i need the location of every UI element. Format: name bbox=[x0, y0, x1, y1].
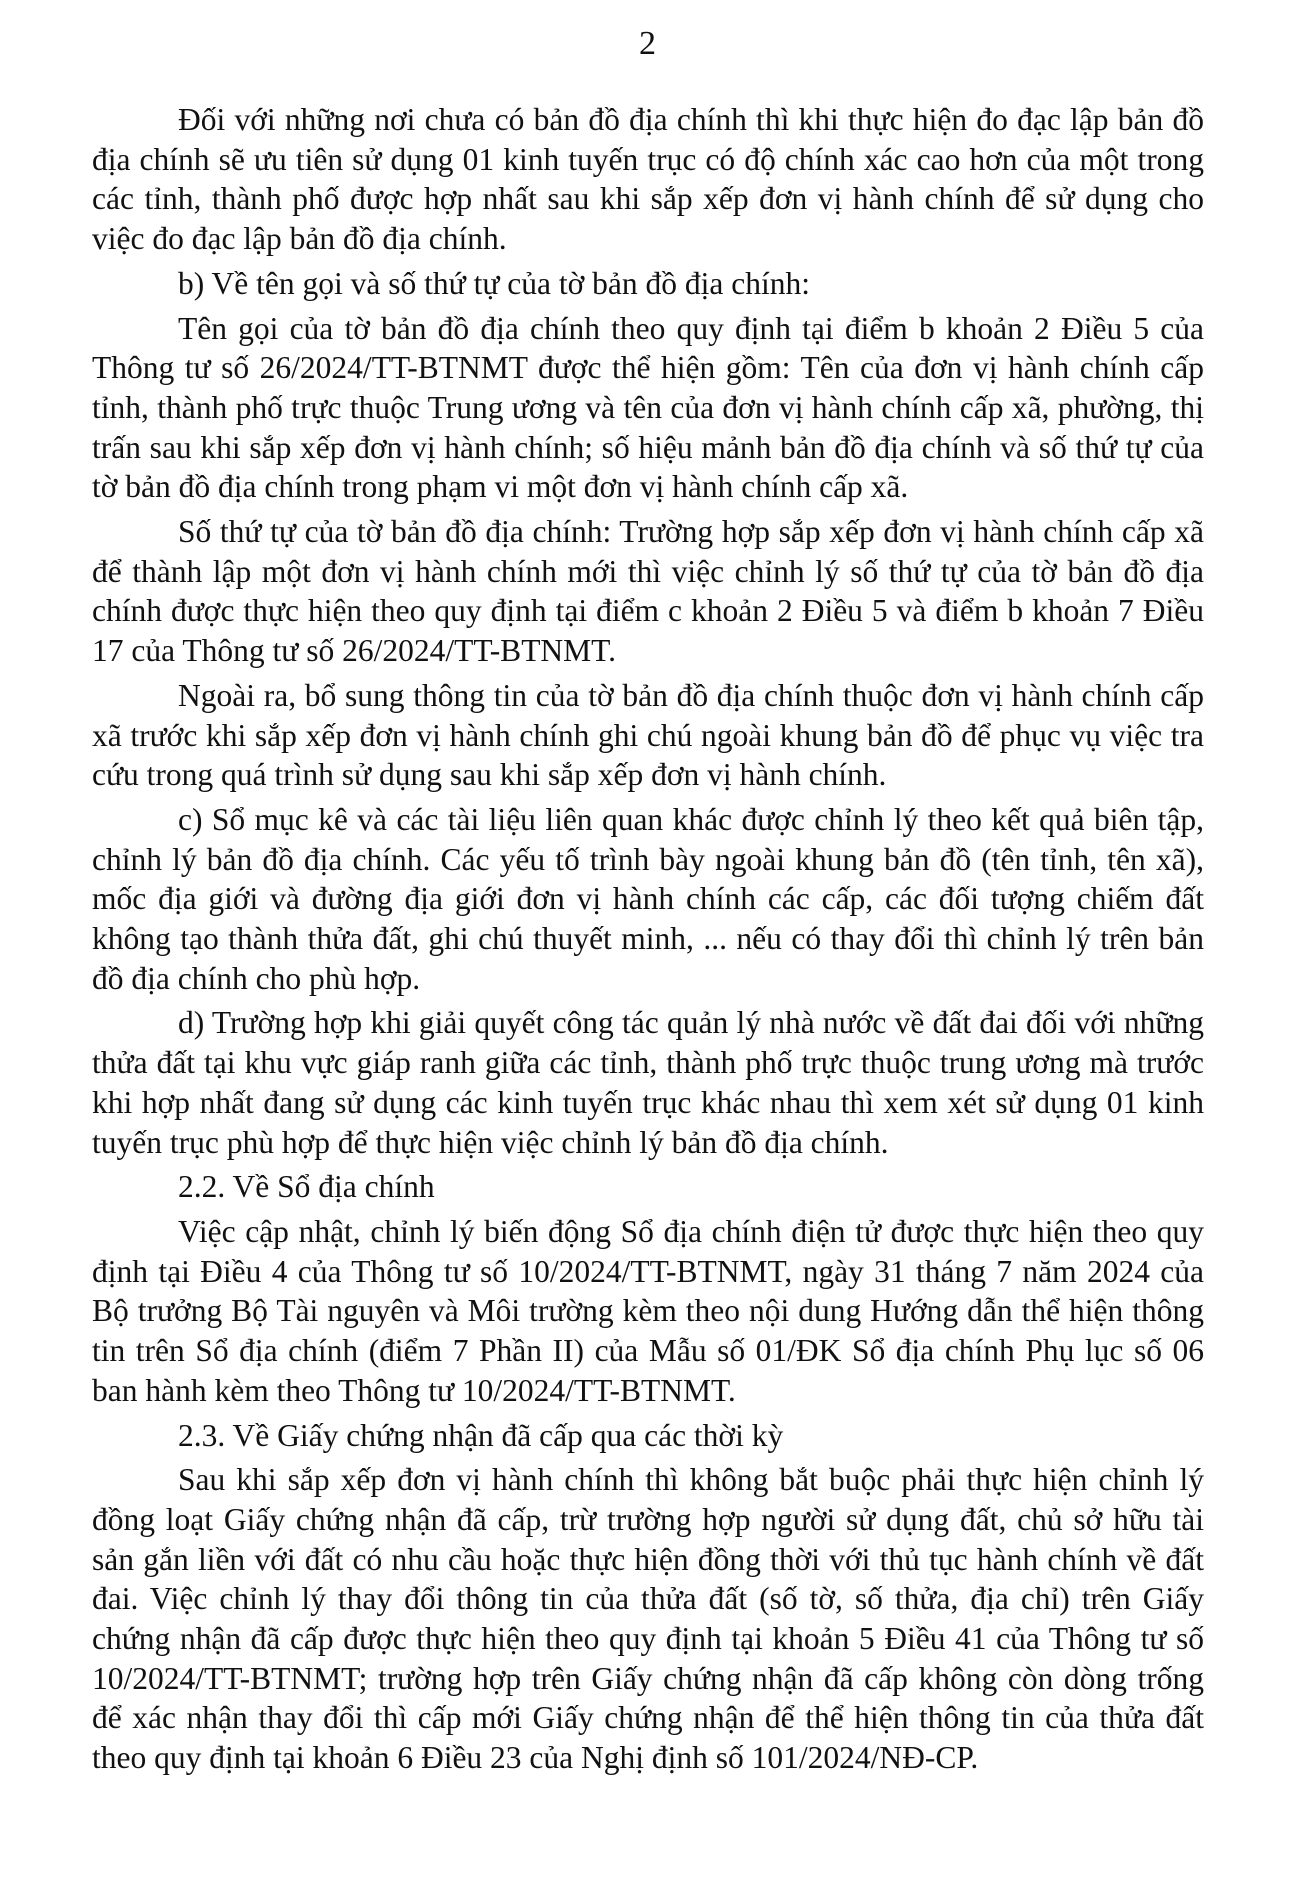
document-body bbox=[92, 100, 1204, 1783]
heading-b-map-sheet-naming: b) Về tên gọi và số thứ tự của tờ bản đồ địa chính: bbox=[178, 265, 810, 301]
heading-2-3-certificates: 2.3. Về Giấy chứng nhận đã cấp qua các thời kỳ bbox=[178, 1417, 784, 1453]
paragraph-c-land-register: c) Sổ mục kê và các tài liệu liên quan khác được chỉnh lý theo kết quả biên tập, chỉnh lý bản đồ địa chính. Các yếu tố trình bày ngoài khung bản đồ (tên tỉnh, tên xã), mốc địa giới và đường địa giới đơn vị hành chính các cấp, các đối tượng chiếm đất không tạo thành thửa đất, ghi chú thuyết minh, ... nếu có thay đổi thì chỉnh lý trên bản đồ địa chính cho phù hợp. bbox=[92, 801, 1204, 996]
paragraph-map-sheet-name: Tên gọi của tờ bản đồ địa chính theo quy định tại điểm b khoản 2 Điều 5 của Thông tư số 26/2024/TT-BTNMT được thể hiện gồm: Tên của đơn vị hành chính cấp tỉnh, thành phố trực thuộc Trung ương và tên của đơn vị hành chính cấp xã, phường, thị trấn sau khi sắp xếp đơn vị hành chính; số hiệu mảnh bản đồ địa chính và số thứ tự của tờ bản đồ địa chính trong phạm vi một đơn vị hành chính cấp xã. bbox=[92, 310, 1204, 505]
paragraph-d-border-parcels: d) Trường hợp khi giải quyết công tác quản lý nhà nước về đất đai đối với những thửa đất tại khu vực giáp ranh giữa các tỉnh, thành phố trực thuộc trung ương mà trước khi hợp nhất đang sử dụng các kinh tuyến trục khác nhau thì xem xét sử dụng 01 kinh tuyến trục phù hợp để thực hiện việc chỉnh lý bản đồ địa chính. bbox=[92, 1005, 1204, 1160]
page-number: 2 bbox=[639, 25, 656, 62]
paragraph-additional-info: Ngoài ra, bổ sung thông tin của tờ bản đồ địa chính thuộc đơn vị hành chính cấp xã trước khi sắp xếp đơn vị hành chính ghi chú ngoài khung bản đồ để phục vụ việc tra cứu trong quá trình sử dụng sau khi sắp xếp đơn vị hành chính. bbox=[92, 677, 1204, 793]
paragraph-certificate-correction: Sau khi sắp xếp đơn vị hành chính thì không bắt buộc phải thực hiện chỉnh lý đồng loạt Giấy chứng nhận đã cấp, trừ trường hợp người sử dụng đất, chủ sở hữu tài sản gắn liền với đất có nhu cầu hoặc thực hiện đồng thời với thủ tục hành chính về đất đai. Việc chỉnh lý thay đổi thông tin của thửa đất (số tờ, số thửa, địa chỉ) trên Giấy chứng nhận đã cấp được thực hiện theo quy định tại khoản 5 Điều 41 của Thông tư số 10/2024/TT-BTNMT; trường hợp trên Giấy chứng nhận đã cấp không còn dòng trống để xác nhận thay đổi thì cấp mới Giấy chứng nhận để thể hiện thông tin của thửa đất theo quy định tại khoản 6 Điều 23 của Nghị định số 101/2024/NĐ-CP. bbox=[92, 1462, 1204, 1776]
paragraph-cadastral-meridian: Đối với những nơi chưa có bản đồ địa chính thì khi thực hiện đo đạc lập bản đồ địa chính sẽ ưu tiên sử dụng 01 kinh tuyến trục có độ chính xác cao hơn của một trong các tỉnh, thành phố được hợp nhất sau khi sắp xếp đơn vị hành chính để sử dụng cho việc đo đạc lập bản đồ địa chính. bbox=[92, 102, 1204, 257]
paragraph-map-sheet-order: Số thứ tự của tờ bản đồ địa chính: Trường hợp sắp xếp đơn vị hành chính cấp xã để thành lập một đơn vị hành chính mới thì việc chỉnh lý số thứ tự của tờ bản đồ địa chính được thực hiện theo quy định tại điểm c khoản 2 Điều 5 và điểm b khoản 7 Điều 17 của Thông tư số 26/2024/TT-BTNMT. bbox=[92, 514, 1204, 669]
paragraph-cadastral-book-update: Việc cập nhật, chỉnh lý biến động Sổ địa chính điện tử được thực hiện theo quy định tại Điều 4 của Thông tư số 10/2024/TT-BTNMT, ngày 31 tháng 7 năm 2024 của Bộ trưởng Bộ Tài nguyên và Môi trường kèm theo nội dung Hướng dẫn thể hiện thông tin trên Sổ địa chính (điểm 7 Phần II) của Mẫu số 01/ĐK Sổ địa chính Phụ lục số 06 ban hành kèm theo Thông tư 10/2024/TT-BTNMT. bbox=[92, 1213, 1204, 1408]
heading-2-2-cadastral-book: 2.2. Về Sổ địa chính bbox=[178, 1169, 435, 1205]
